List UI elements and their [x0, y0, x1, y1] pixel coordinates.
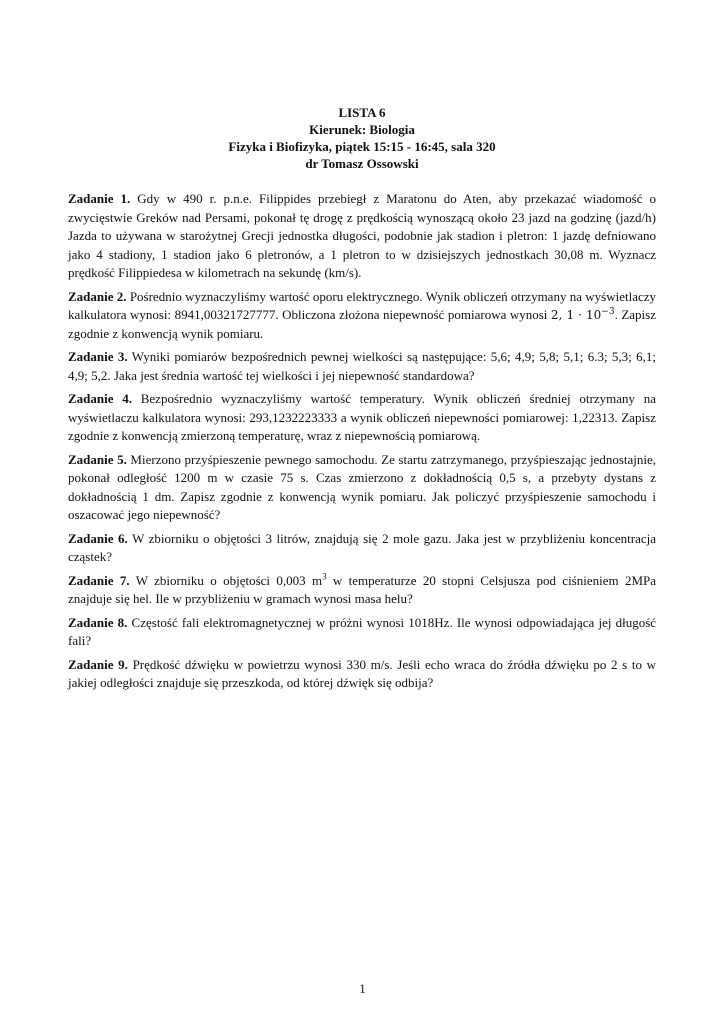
problem-label: Zadanie 9. [68, 656, 128, 672]
problem-text: Częstość fali elektromagnetycznej w próżni wynosi 1018Hz. Ile wynosi odpowiadająca jej długość fali? [68, 614, 657, 648]
problem-text-cont: . Zapisz zgodnie z konwencją wynik pomiaru. [68, 307, 656, 341]
problem-text: Pośrednio wyznaczyliśmy wartość oporu elektrycznego. Wynik obliczeń otrzymany na wyświetlaczy kalkulatora wynosi: 8941,00321727777. Obliczona złożona niepewność pomiarowa wynosi [68, 288, 657, 322]
problem-text: W zbiorniku o objętości 3 litrów, znajdują się 2 mole gazu. Jaka jest w przybliżeniu koncentracja cząstek? [68, 530, 656, 564]
problem-4 [68, 390, 656, 446]
document-header [68, 104, 656, 172]
problem-8 [68, 614, 656, 651]
problem-1 [68, 190, 656, 283]
problem-label: Zadanie 4. [68, 391, 132, 406]
problem-list [68, 190, 656, 693]
problem-label: Zadanie 6. [68, 530, 128, 546]
class-schedule: Fizyka i Biofizyka, piątek 15:15 - 16:45, sala 320 [228, 139, 496, 154]
problem-text: Mierzono przyśpieszenie pewnego samochodu. Ze startu zatrzymanego, przyśpieszając jednostajnie, pokonał odległość 1200 m w czasie 75 s. Czas zmierzono z dokładnością 0,5 s, a przebyty dystans z dokładnością 1 dm. Zapisz zgodnie z konwencją wynik pomiaru. Jak policzyć przyśpieszenie samochodu i oszacować jego niepewność? [68, 451, 657, 522]
math-exponent: −3 [601, 307, 615, 317]
problem-text: Bezpośrednio wyznaczyliśmy wartość temperatury. Wynik obliczeń średniej otrzymany na wyświetlaczu kalkulatora wynosi: 293,1232223333 a wynik obliczeń niepewności pomiarowej: 1,22313. Zapisz zgodnie z konwencją zmierzoną temperaturę, wraz z niepewnością pomiarową. [68, 391, 656, 443]
problem-label: Zadanie 5. [68, 451, 127, 467]
problem-text-cont: w temperaturze 20 stopni Celsjusza pod ciśnieniem 2MPa znajduje się hel. Ile w przybliżeniu w gramach wynosi masa helu? [68, 572, 657, 606]
problem-label: Zadanie 2. [68, 288, 127, 304]
problem-label: Zadanie 1. [68, 191, 131, 206]
problem-7 [68, 572, 656, 609]
problem-text: Gdy w 490 r. p.n.e. Filippides przebiegł z Maratonu do Aten, aby przekazać wiadomość o zwycięstwie Greków nad Persami, pokonał tę drogę z prędkością wynoszącą około 23 jazd na godzinę (jazd/h) Jazda to używana w starożytnej Grecji jednostka długości, podobnie jak stadion i pletron: 1 jazdę defniowano jako 4 stadiony, 1 stadion jako 6 pletronów, a 1 pletron to w dzisiejszych jednostkach 30,08 m. Wyznacz prędkość Filippiedesa w kilometrach na sekundę (km/s). [68, 191, 657, 280]
problem-text: Prędkość dźwięku w powietrzu wynosi 330 m/s. Jeśli echo wraca do źródła dźwięku po 2 s to w jakiej odległości znajduje się przeszkoda, od której dźwięk się odbija? [68, 656, 657, 690]
problem-label: Zadanie 7. [68, 572, 130, 588]
instructor-name: dr Tomasz Ossowski [305, 156, 419, 171]
problem-2 [68, 288, 656, 344]
problem-text: W zbiorniku o objętości 0,003 m [135, 572, 323, 588]
problem-6 [68, 530, 656, 567]
course-field: Kierunek: Biologia [309, 122, 415, 137]
cubic-exponent: 3 [322, 571, 327, 582]
math-base: 2, 1 · 10 [550, 308, 602, 322]
page-number: 1 [359, 981, 366, 996]
problem-label: Zadanie 3. [68, 349, 128, 364]
problem-3 [68, 348, 656, 385]
problem-9 [68, 656, 656, 693]
problem-text: Wyniki pomiarów bezpośrednich pewnej wielkości są następujące: 5,6; 4,9; 5,8; 5,1; 6.3; 5,3; 6,1; 4,9; 5,2. Jaka jest średnia wartość tej wielkości i jej niepewność standardowa? [68, 349, 657, 383]
list-title: LISTA 6 [338, 105, 386, 120]
uncertainty-value [551, 308, 615, 322]
document-page [68, 104, 656, 698]
problem-5 [68, 451, 656, 525]
problem-label: Zadanie 8. [68, 614, 128, 630]
